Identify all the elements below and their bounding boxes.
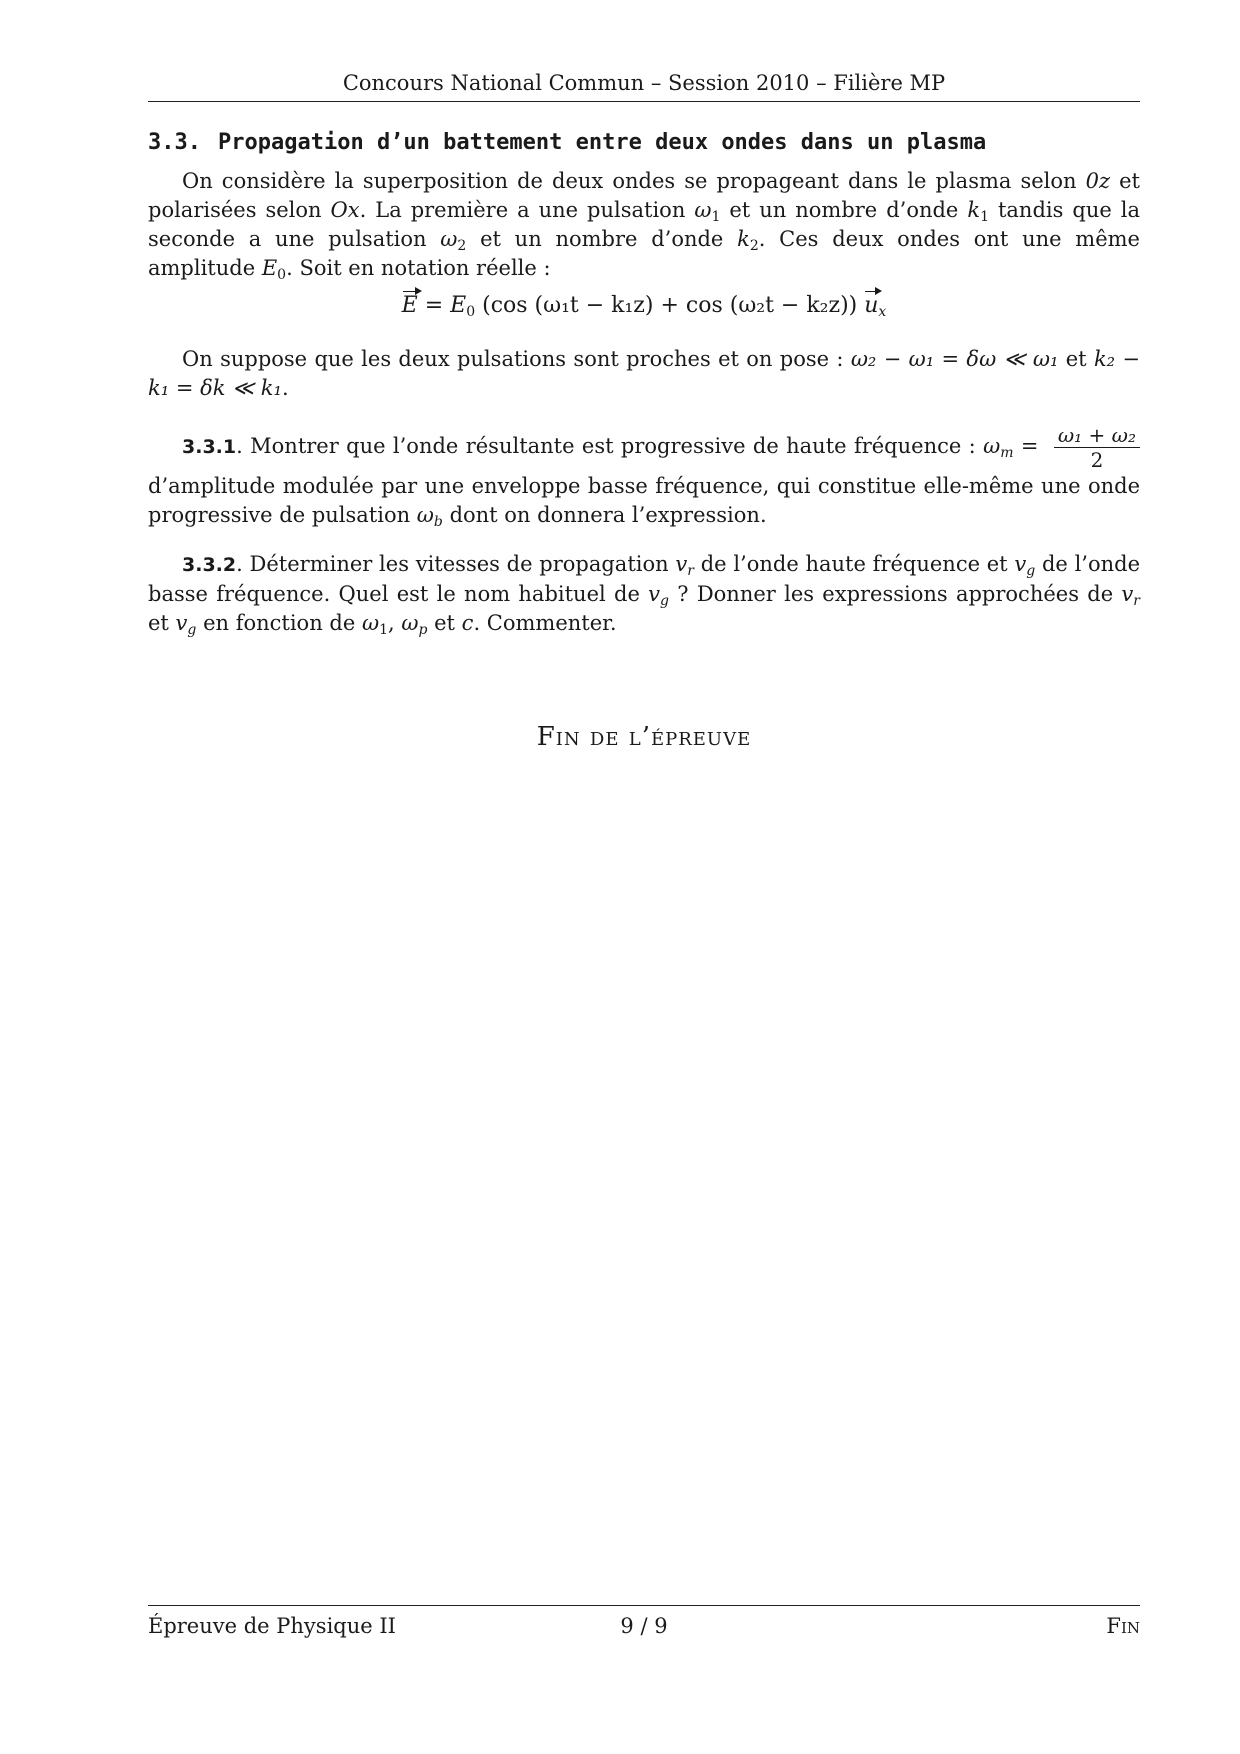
end-of-exam-heading: Fin de l’épreuve (536, 722, 752, 752)
question-label: 3.3.1 (182, 436, 237, 458)
footer-rule (148, 1605, 1140, 1606)
section-heading (148, 130, 1140, 155)
section-title: Propagation d’un battement entre deux ondes dans un plasma (218, 130, 987, 155)
page-footer (148, 1612, 1140, 1640)
section-number: 3.3. (148, 130, 201, 155)
question-3-3-1: 3.3.1. Montrer que l’onde résultante est progressive de haute fréquence : $\omega_m$ = $\frac{\text{ω₁ + ω₂}}{2}$ d’amplitude modulée par une enveloppe basse fréquence, qui constitue elle-même une onde progressive de pulsation $\omega_b$ dont on donnera l’expression. (148, 423, 1140, 530)
question-label: 3.3.2 (182, 554, 237, 576)
intro-paragraph: On considère la superposition de deux ondes se propageant dans le plasma selon 0z et polarisées selon Ox. La première a une pulsation $\omega_1$ et un nombre d’onde $k_1$ tandis que la seconde a une pulsation $\omega_2$ et un nombre d’onde $k_2$. Ces deux ondes ont une même amplitude $E_0$. Soit en notation réelle : (148, 169, 1140, 283)
footer-end-mark: Fin (1106, 1614, 1140, 1638)
fraction: $\frac{\text{ω₁ + ω₂}}{2}$ (1054, 423, 1140, 472)
page-content (148, 130, 1140, 638)
unit-vector: u (864, 289, 878, 323)
page-header: Concours National Commun – Session 2010 – Filière MP (342, 71, 946, 95)
question-3-3-2: 3.3.2. Déterminer les vitesses de propagation $v_r$ de l’onde haute fréquence et $v_g$ de l’onde basse fréquence. Quel est le nom habituel de $v_g$ ? Donner les expressions approchées de $v_r$ et $v_g$ en fonction de $\omega_1$, $\omega_p$ et c. Commenter. (148, 552, 1140, 638)
field-equation: $E = E_0$ (cos (ω₁t − k₁z) + cos (ω₂t − k₂z)) $u_x$ (148, 289, 1140, 323)
footer-exam-name: Épreuve de Physique II (148, 1614, 396, 1638)
vector-e: E (402, 289, 418, 323)
page-number: 9 / 9 (620, 1614, 668, 1638)
header-rule (148, 101, 1140, 102)
assumption-paragraph: On suppose que les deux pulsations sont proches et on pose : ω₂ − ω₁ = δω ≪ ω₁ et k₂ − k₁ = δk ≪ k₁. (148, 347, 1141, 400)
